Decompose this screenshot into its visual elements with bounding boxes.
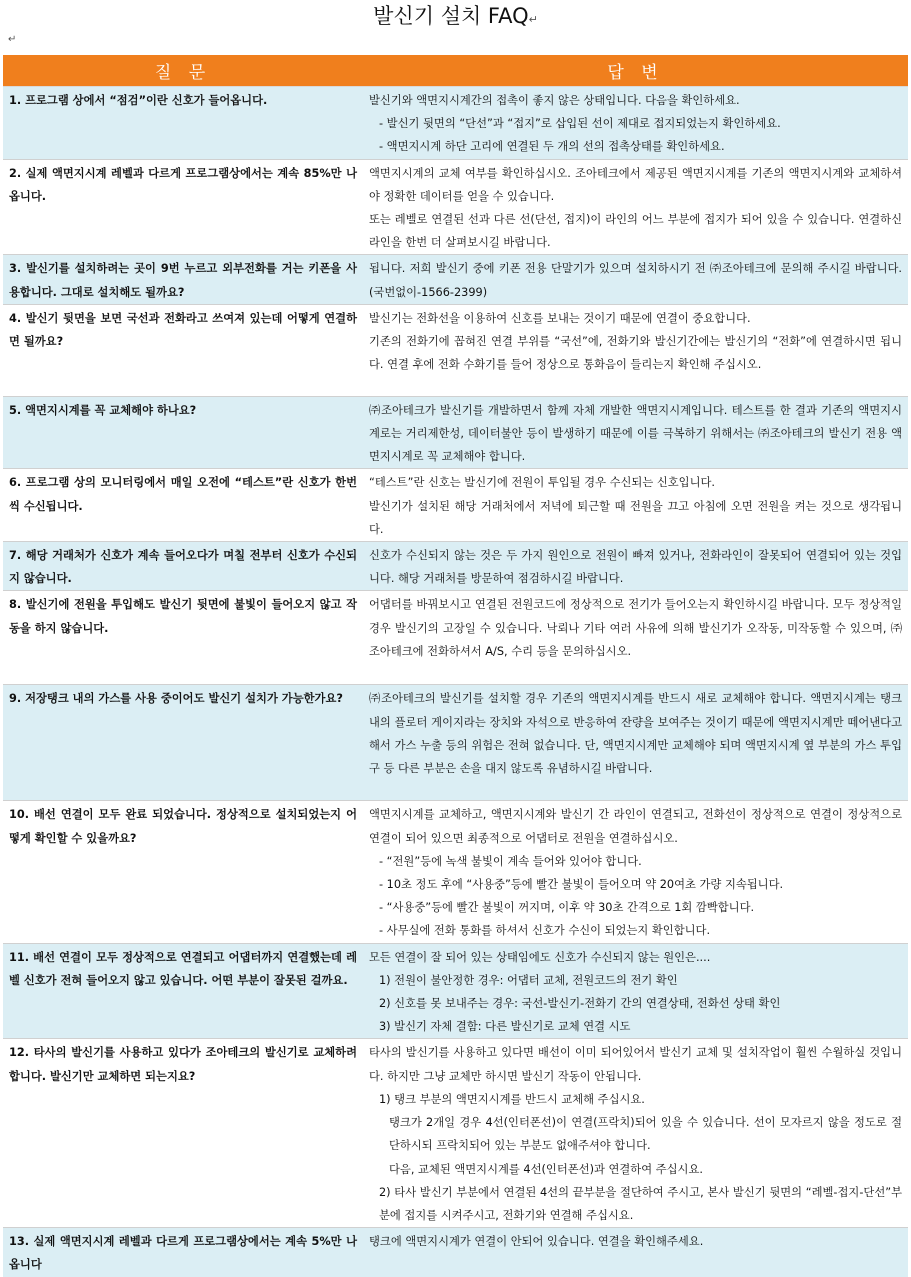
question-cell: 10. 배선 연결이 모두 완료 되었습니다. 정상적으로 설치되었는지 어떻게 확인할 수 있을까요? <box>3 801 363 943</box>
answer-line: 어댑터를 바꿔보시고 연결된 전원코드에 정상적으로 전기가 들어오는지 확인하시길 바랍니다. 모두 정상적일 경우 발신기의 고장일 수 있습니다. 낙뢰나 기타 여러 사유에 의해 발신기가 오작동, 미작동할 수 있으며, ㈜조아테크에 전화하셔서 A/S, 수리 등을 문의하십시오. <box>369 598 902 658</box>
paragraph-mark-icon: ↵ <box>528 13 538 26</box>
question-cell: 7. 해당 거래처가 신호가 계속 들어오다가 며칠 전부터 신호가 수신되지 않습니다. <box>3 542 363 591</box>
answer-line: - 발신기 뒷면의 “단선”과 “접지”로 삽입된 선이 제대로 접지되었는지 확인하세요. <box>379 117 781 131</box>
answer-line: 액면지시계를 교체하고, 액면지시계와 발신기 간 라인이 연결되고, 전화선이 정상적으로 연결이 정상적으로 연결이 되어 있으면 최종적으로 어댑터로 전원을 연결하십시오. <box>369 808 902 845</box>
page-title <box>0 2 911 34</box>
table-row <box>3 469 908 542</box>
table-row <box>3 943 908 1039</box>
header-answer: 답 변 <box>363 55 908 87</box>
table-row <box>3 396 908 469</box>
answer-line: 2) 타사 발신기 부분에서 연결된 4선의 끝부분을 절단하여 주시고, 본사 발신기 뒷면의 “레벨-접지-단선”부분에 접지를 시켜주시고, 전화기와 연결해 주십시요. <box>379 1185 902 1222</box>
answer-line: 탱크가 2개일 경우 4선(인터폰선)이 연결(프락치)되어 있을 수 있습니다. 선이 모자르지 않을 정도로 절단하시되 프락치되어 있는 부분도 없애주셔야 합니다. <box>389 1116 902 1153</box>
answer-cell <box>363 542 908 591</box>
answer-cell <box>363 255 908 304</box>
answer-cell <box>363 685 908 801</box>
table-row <box>3 1039 908 1228</box>
answer-line: - 10초 정도 후에 “사용중”등에 빨간 불빛이 들어오며 약 20여초 가량 지속됩니다. <box>379 878 784 892</box>
table-row <box>3 159 908 255</box>
answer-cell <box>363 469 908 542</box>
question-cell: 8. 발신기에 전원을 투입해도 발신기 뒷면에 불빛이 들어오지 않고 작동을 하지 않습니다. <box>3 591 363 685</box>
answer-cell <box>363 591 908 685</box>
question-cell: 2. 실제 액면지시계 레벨과 다르게 프로그램상에서는 계속 85%만 나옵니다. <box>3 159 363 255</box>
answer-line: 또는 레벨로 연결된 선과 다른 선(단선, 접지)이 라인의 어느 부분에 접지가 되어 있을 수 있습니다. 연결하신 라인을 한번 더 살펴보시길 바랍니다. <box>369 213 902 250</box>
answer-line: 됩니다. 저희 발신기 중에 키폰 전용 단말기가 있으며 설치하시기 전 ㈜조아테크에 문의해 주시길 바랍니다. (국번없이-1566-2399) <box>369 262 902 299</box>
answer-cell <box>363 1228 908 1277</box>
answer-line: 2) 신호를 못 보내주는 경우: 국선-발신기-전화기 간의 연결상태, 전화선 상태 확인 <box>379 997 781 1011</box>
answer-line: ㈜조아테크가 발신기를 개발하면서 함께 자체 개발한 액면지시계입니다. 테스트를 한 결과 기존의 액면지시계로는 거리제한성, 데이터불안 등이 발생하기 때문에 이를 극복하기 위해서는 ㈜조아테크의 발신기 전용 액면지시계로 꼭 교체해야 합니다. <box>369 403 902 464</box>
page-title-text: 발신기 설치 FAQ <box>373 4 529 28</box>
answer-line: 1) 전원이 불안정한 경우: 어댑터 교체, 전원코드의 전기 확인 <box>379 973 678 987</box>
answer-cell <box>363 87 908 160</box>
table-row <box>3 255 908 304</box>
answer-cell <box>363 1039 908 1228</box>
paragraph-mark-icon: ↵ <box>8 34 17 45</box>
question-cell: 3. 발신기를 설치하려는 곳이 9번 누르고 외부전화를 거는 키폰을 사용합니다. 그대로 설치해도 될까요? <box>3 255 363 304</box>
table-row <box>3 304 908 396</box>
answer-line: 타사의 발신기를 사용하고 있다면 배선이 이미 되어있어서 발신기 교체 및 설치작업이 훨씬 수월하실 것입니다. 하지만 그냥 교체만 하시면 발신기 작동이 안됩니다. <box>369 1046 902 1083</box>
table-row <box>3 1228 908 1277</box>
answer-line: 모든 연결이 잘 되어 있는 상태임에도 신호가 수신되지 않는 원인은.... <box>369 950 711 964</box>
answer-cell <box>363 943 908 1039</box>
question-cell: 13. 실제 액면지시계 레벨과 다르게 프로그램상에서는 계속 5%만 나옵니다 <box>3 1228 363 1277</box>
answer-line: - “전원”등에 녹색 불빛이 계속 들어와 있어야 합니다. <box>379 854 642 868</box>
table-row <box>3 591 908 685</box>
answer-line: ㈜조아테크의 발신기를 설치할 경우 기존의 액면지시계를 반드시 새로 교체해야 합니다. 액면지시계는 탱크 내의 플로터 게이지라는 장치와 자석으로 반응하여 잔량을 보여주는 것이기 때문에 액면지시계만 떼어낸다고 해서 가스 누출 등의 위험은 전혀 없습니다. 단, 액면지시계만 교체해야 되며 액면지시계 옆 부분의 가스 투입구 등 다른 부분은 손을 대지 않도록 유념하시길 바랍니다. <box>369 692 902 776</box>
faq-table <box>3 55 908 1277</box>
answer-cell <box>363 801 908 943</box>
question-cell: 9. 저장탱크 내의 가스를 사용 중이어도 발신기 설치가 가능한가요? <box>3 685 363 801</box>
table-row <box>3 685 908 801</box>
answer-cell <box>363 159 908 255</box>
answer-line: 탱크에 액면지시계가 연결이 안되어 있습니다. 연결을 확인해주세요. <box>369 1235 704 1249</box>
table-row <box>3 87 908 160</box>
header-question: 질 문 <box>3 55 363 87</box>
answer-line: 다음, 교체된 액면지시계를 4선(인터폰선)과 연결하여 주십시요. <box>389 1162 703 1176</box>
table-row <box>3 801 908 943</box>
question-cell: 1. 프로그램 상에서 “점검”이란 신호가 들어옵니다. <box>3 87 363 160</box>
answer-line: 기존의 전화기에 꼽혀진 연결 부위를 “국선”에, 전화기와 발신기간에는 발신기의 “전화”에 연결하시면 됩니다. 연결 후에 전화 수화기를 들어 정상으로 통화음이 들리는지 확인해 주십시오. <box>369 335 902 372</box>
answer-line: 액면지시계의 교체 여부를 확인하십시오. 조아테크에서 제공된 액면지시계를 기존의 액면지시계와 교체하셔야 정확한 데이터를 얻을 수 있습니다. <box>369 166 902 203</box>
answer-line: 발신기와 액면지시계간의 접촉이 좋지 않은 상태입니다. 다음을 확인하세요. <box>369 94 740 107</box>
header-row <box>3 55 908 87</box>
answer-line: 발신기가 설치된 해당 거래처에서 저녁에 퇴근할 때 전원을 끄고 아침에 오면 전원을 켜는 것으로 생각됩니다. <box>369 499 902 536</box>
answer-line: - “사용중”등에 빨간 불빛이 꺼지며, 이후 약 30초 간격으로 1회 깜빡합니다. <box>379 901 755 915</box>
answer-line: 1) 탱크 부분의 액면지시계를 반드시 교체해 주십시요. <box>379 1092 645 1106</box>
table-row <box>3 542 908 591</box>
answer-line: 3) 발신기 자체 결함: 다른 발신기로 교체 연결 시도 <box>379 1020 631 1034</box>
answer-cell <box>363 396 908 469</box>
answer-line: 신호가 수신되지 않는 것은 두 가지 원인으로 전원이 빠져 있거나, 전화라인이 잘못되어 연결되어 있는 것입니다. 해당 거래처를 방문하여 점검하시길 바랍니다. <box>369 549 902 586</box>
answer-line: - 액면지시계 하단 고리에 연결된 두 개의 선의 접촉상태를 확인하세요. <box>379 140 725 154</box>
question-cell: 11. 배선 연결이 모두 정상적으로 연결되고 어댑터까지 연결했는데 레벨 신호가 전혀 들어오지 않고 있습니다. 어떤 부분이 잘못된 걸까요. <box>3 943 363 1039</box>
question-cell: 4. 발신기 뒷면을 보면 국선과 전화라고 쓰여져 있는데 어떻게 연결하면 될까요? <box>3 304 363 396</box>
answer-line: 발신기는 전화선을 이용하여 신호를 보내는 것이기 때문에 연결이 중요합니다. <box>369 311 751 325</box>
question-cell: 12. 타사의 발신기를 사용하고 있다가 조아테크의 발신기로 교체하려 합니다. 발신기만 교체하면 되는지요? <box>3 1039 363 1228</box>
question-cell: 6. 프로그램 상의 모니터링에서 매일 오전에 “테스트”란 신호가 한번씩 수신됩니다. <box>3 469 363 542</box>
answer-line: “테스트”란 신호는 발신기에 전원이 투입될 경우 수신되는 신호입니다. <box>369 476 715 490</box>
answer-cell <box>363 304 908 396</box>
answer-line: - 사무실에 전화 통화를 하셔서 신호가 수신이 되었는지 확인합니다. <box>379 924 711 938</box>
question-cell: 5. 액면지시계를 꼭 교체해야 하나요? <box>3 396 363 469</box>
